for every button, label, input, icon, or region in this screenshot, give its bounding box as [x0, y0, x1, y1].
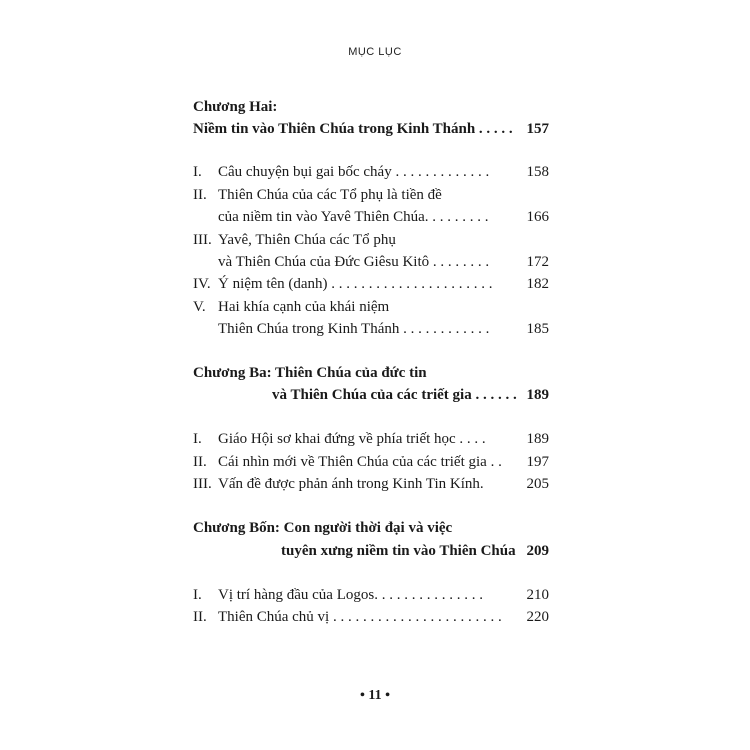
entry-text: Vấn đề được phản ánh trong Kinh Tin Kính.	[218, 476, 484, 492]
entry-number: I.	[193, 587, 202, 603]
chapter2-label: Chương Hai:	[193, 99, 278, 115]
entry-number: I.	[193, 431, 202, 447]
chapter2-heading	[193, 96, 553, 118]
chapter4-heading	[193, 517, 553, 539]
entry-text-continuation: Thiên Chúa trong Kinh Thánh . . . . . . . . . . . .	[218, 321, 490, 337]
entry-page: 210	[526, 587, 549, 603]
chapter2-title-line	[193, 118, 553, 140]
entry-page: 182	[526, 276, 549, 292]
toc-header: MỤC LỤC	[348, 46, 402, 58]
toc-entry	[193, 161, 553, 183]
entry-text: Ý niệm tên (danh) . . . . . . . . . . . . . . . . . . . . . .	[218, 276, 493, 292]
chapter4-title: tuyên xưng niềm tin vào Thiên Chúa	[281, 543, 516, 559]
toc-entry	[193, 273, 553, 295]
chapter2-title: Niềm tin vào Thiên Chúa trong Kinh Thánh . . . . .	[193, 121, 513, 137]
entry-text: Cái nhìn mới về Thiên Chúa của các triết gia . .	[218, 454, 502, 470]
chapter3-heading	[193, 362, 553, 384]
entry-page: 185	[526, 321, 549, 337]
entry-number: II.	[193, 454, 207, 470]
entry-text-continuation: và Thiên Chúa của Đức Giêsu Kitô . . . . . . . .	[218, 254, 490, 270]
entry-number: II.	[193, 187, 207, 203]
entry-number: I.	[193, 164, 202, 180]
chapter4-label: Chương Bốn: Con người thời đại và việc	[193, 520, 453, 536]
chapter3-title-line	[193, 384, 553, 406]
entry-page: 172	[526, 254, 549, 270]
entry-number: V.	[193, 299, 206, 315]
entry-number: III.	[193, 232, 212, 248]
entry-text: Thiên Chúa chủ vị . . . . . . . . . . . . . . . . . . . . . . .	[218, 609, 502, 625]
toc-entry	[193, 473, 553, 495]
entry-text-continuation: của niềm tin vào Yavê Thiên Chúa. . . . . . . . .	[218, 209, 489, 225]
entry-text: Câu chuyện bụi gai bốc cháy . . . . . . . . . . . . .	[218, 164, 490, 180]
entry-page: 220	[526, 609, 549, 625]
chapter4-page: 209	[526, 543, 549, 559]
toc-entry	[193, 428, 553, 450]
chapter3-title: và Thiên Chúa của các triết gia . . . . . .	[272, 387, 517, 403]
toc-entry	[193, 584, 553, 606]
entry-text: Thiên Chúa của các Tổ phụ là tiền đề	[218, 187, 442, 203]
toc-entry-continuation	[193, 206, 553, 228]
entry-page: 189	[526, 431, 549, 447]
entry-text: Hai khía cạnh của khái niệm	[218, 299, 390, 315]
entry-number: II.	[193, 609, 207, 625]
toc-entry	[193, 229, 553, 251]
page-number: • 11 •	[359, 688, 391, 703]
entry-page: 166	[526, 209, 549, 225]
entry-page: 158	[526, 164, 549, 180]
toc-entry	[193, 606, 553, 628]
entry-text: Vị trí hàng đầu của Logos. . . . . . . . . . . . . . .	[218, 587, 483, 603]
entry-number: III.	[193, 476, 212, 492]
toc-entry	[193, 296, 553, 318]
toc-entry	[193, 184, 553, 206]
entry-page: 197	[526, 454, 549, 470]
entry-text: Yavê, Thiên Chúa các Tổ phụ	[218, 232, 396, 248]
entry-number: IV.	[193, 276, 211, 292]
entry-text: Giáo Hội sơ khai đứng về phía triết học . . . .	[218, 431, 486, 447]
toc-entry-continuation	[193, 251, 553, 273]
chapter3-page: 189	[526, 387, 549, 403]
toc-entry-continuation	[193, 318, 553, 340]
toc-entry	[193, 451, 553, 473]
chapter2-page: 157	[526, 121, 549, 137]
chapter3-label: Chương Ba: Thiên Chúa của đức tin	[193, 365, 427, 381]
chapter4-title-line	[193, 540, 553, 562]
entry-page: 205	[526, 476, 549, 492]
